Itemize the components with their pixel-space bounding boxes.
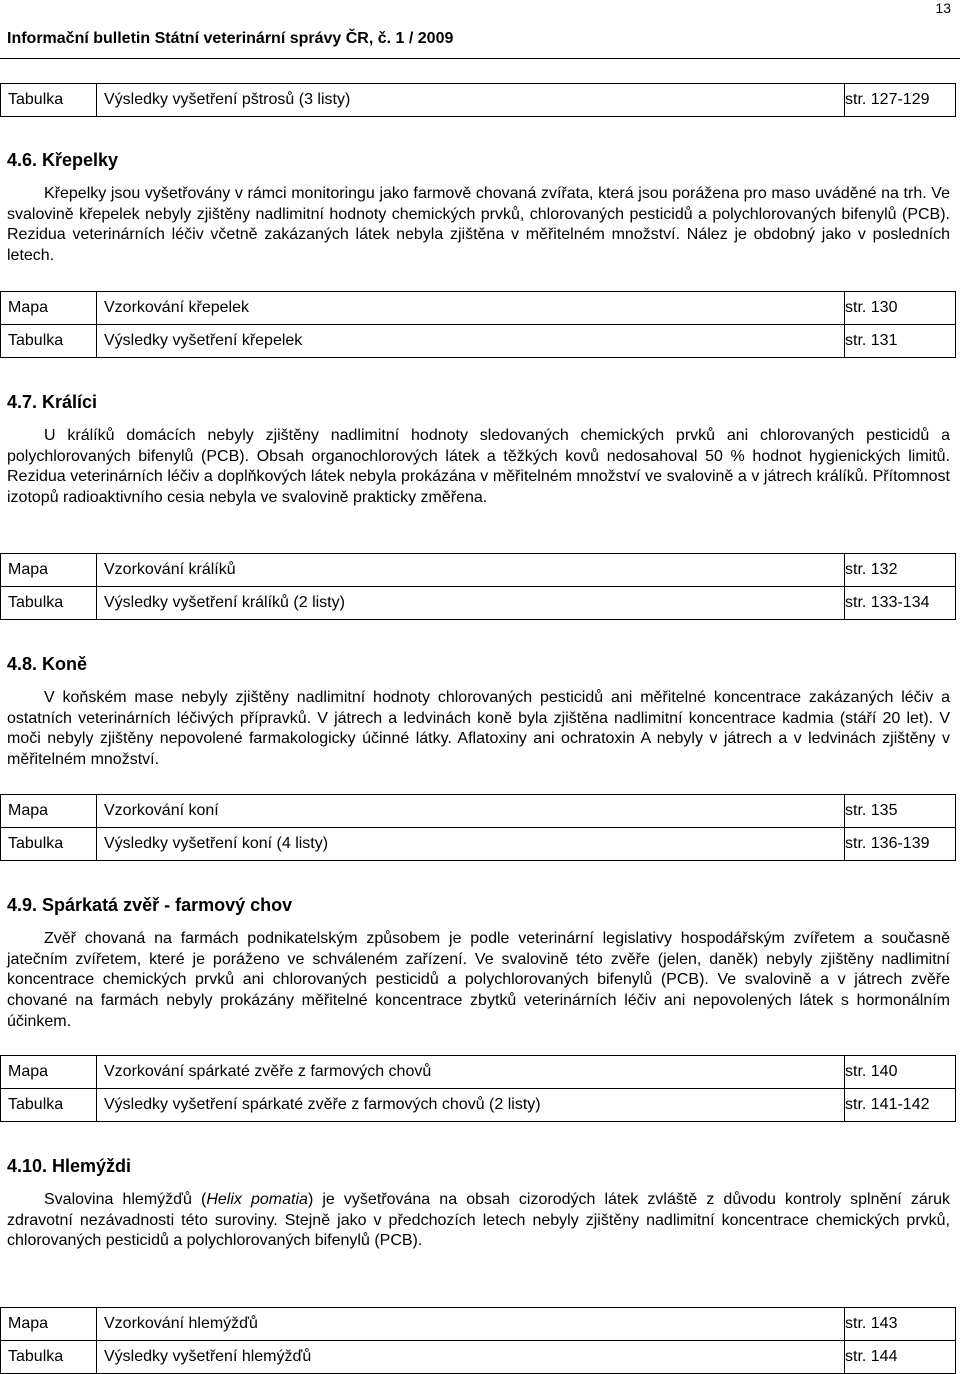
ref-page: str. 133-134	[845, 587, 956, 620]
ref-kind: Mapa	[1, 1056, 97, 1089]
table-row	[1, 325, 956, 358]
ref-page: str. 132	[845, 554, 956, 587]
ref-table-quails	[0, 291, 956, 358]
table-row	[1, 795, 956, 828]
ref-table-snails	[0, 1307, 956, 1374]
section-text-horses: V koňském mase nebyly zjištěny nadlimitní hodnoty chlorovaných pesticidů ani měřitelné koncentrace zakázaných léčiv a ostatních veterinárních léčivých přípravků. V játrech a ledvinách koně byla zjištěna nadlimitní koncentrace kadmia (stáří 20 let). V moči nebyly zjištěny nepovolené farmakologicky účinné látky. Aflatoxiny ani ochratoxin A nebyly v játrech a v ledvinách zjištěny v měřitelném množství.	[7, 689, 950, 769]
ref-table-farmed-game	[0, 1055, 956, 1122]
ref-title: Výsledky vyšetření spárkaté zvěře z farmových chovů (2 listy)	[97, 1089, 845, 1122]
ref-table-horses	[0, 794, 956, 861]
ref-page: str. 127-129	[845, 84, 956, 117]
ref-page: str. 136-139	[845, 828, 956, 861]
ref-page: str. 135	[845, 795, 956, 828]
ref-title: Vzorkování hlemýžďů	[97, 1308, 845, 1341]
ref-kind: Mapa	[1, 795, 97, 828]
header-divider	[0, 58, 960, 59]
ref-title: Vzorkování křepelek	[97, 292, 845, 325]
ref-page: str. 131	[845, 325, 956, 358]
section-text-farmed-game: Zvěř chovaná na farmách podnikatelským způsobem je podle veterinární legislativy hospodářským zvířetem a současně jatečním zvířetem, které je poráženo ve schváleném zařízení. Ve svalovině této zvěře (jelen, daněk) nebyly zjištěny nadlimitní koncentrace chemických prvků ani chlorovaných pesticidů a polychlorovaných bifenylů (PCB). Ve svalovině a v játrech zvěře chované na farmách nebyly prokázány měřitelné koncentrace zbytků veterinárních léčiv ani nepovolených látek s hormonálním účinkem.	[7, 930, 950, 1030]
ref-table-rabbits	[0, 553, 956, 620]
snails-text-before: Svalovina hlemýžďů (	[44, 1191, 207, 1208]
ref-kind: Tabulka	[1, 84, 97, 117]
table-row	[1, 1341, 956, 1374]
ref-kind: Tabulka	[1, 828, 97, 861]
ref-page: str. 141-142	[845, 1089, 956, 1122]
section-text-rabbits: U králíků domácích nebyly zjištěny nadlimitní hodnoty sledovaných chemických prvků ani chlorovaných pesticidů a polychlorovaných bifenylů (PCB). Obsah organochlorových látek a těžkých kovů nedosahoval 50 % hodnot hygienických limitů. Rezidua veterinárních léčiv a doplňkových látek nebyla prokázána v měřitelném množství ve svalovině a v játrech králíků. Přítomnost izotopů radioaktivního cesia nebyla ve svalovině prakticky změřena.	[7, 427, 950, 507]
ref-title: Výsledky vyšetření pštrosů (3 listy)	[97, 84, 845, 117]
ref-page: str. 144	[845, 1341, 956, 1374]
ref-kind: Mapa	[1, 554, 97, 587]
ref-kind: Tabulka	[1, 325, 97, 358]
page-number: 13	[935, 0, 951, 16]
bulletin-header: Informační bulletin Státní veterinární správy ČR, č. 1 / 2009	[7, 30, 454, 47]
ref-title: Výsledky vyšetření křepelek	[97, 325, 845, 358]
ref-title: Vzorkování spárkaté zvěře z farmových chovů	[97, 1056, 845, 1089]
table-row	[1, 1308, 956, 1341]
ref-kind: Tabulka	[1, 1341, 97, 1374]
ref-table-ostriches	[0, 83, 956, 117]
section-text-snails	[7, 1190, 950, 1252]
ref-title: Výsledky vyšetření hlemýžďů	[97, 1341, 845, 1374]
ref-title: Výsledky vyšetření králíků (2 listy)	[97, 587, 845, 620]
species-name: Helix pomatia	[206, 1191, 308, 1208]
ref-title: Vzorkování králíků	[97, 554, 845, 587]
section-title-horses: 4.8. Koně	[7, 654, 88, 674]
ref-page: str. 140	[845, 1056, 956, 1089]
ref-kind: Tabulka	[1, 587, 97, 620]
section-title-quails: 4.6. Křepelky	[7, 150, 119, 170]
ref-kind: Mapa	[1, 1308, 97, 1341]
section-title-rabbits: 4.7. Králíci	[7, 392, 98, 412]
snails-text-after: ) je vyšetřována na obsah cizorodých látek zvláště z důvodu kontroly splnění záruk zdravotní nezávadnosti této suroviny. Stejně jako v předchozích letech nebyly zjištěny nadlimitní koncentrace chemických prvků, chlorovaných pesticidů a polychlorovaných bifenylů (PCB).	[7, 1191, 950, 1250]
ref-kind: Tabulka	[1, 1089, 97, 1122]
ref-kind: Mapa	[1, 292, 97, 325]
table-row	[1, 587, 956, 620]
table-row	[1, 554, 956, 587]
ref-page: str. 143	[845, 1308, 956, 1341]
table-row	[1, 292, 956, 325]
ref-title: Vzorkování koní	[97, 795, 845, 828]
table-row	[1, 1056, 956, 1089]
ref-title: Výsledky vyšetření koní (4 listy)	[97, 828, 845, 861]
ref-page: str. 130	[845, 292, 956, 325]
table-row	[1, 1089, 956, 1122]
section-title-farmed-game: 4.9. Spárkatá zvěř - farmový chov	[7, 895, 293, 915]
section-title-snails: 4.10. Hlemýždi	[7, 1156, 132, 1176]
table-row	[1, 828, 956, 861]
table-row	[1, 84, 956, 117]
section-text-quails: Křepelky jsou vyšetřovány v rámci monitoringu jako farmově chovaná zvířata, která jsou porážena pro maso uváděné na trh. Ve svalovině křepelek nebyly zjištěny nadlimitní hodnoty chemických prvků, chlorovaných pesticidů a polychlorovaných bifenylů (PCB). Rezidua veterinárních léčiv včetně zakázaných látek nebyla zjištěna v měřitelném množství. Nález je obdobný jako v posledních letech.	[7, 185, 950, 265]
